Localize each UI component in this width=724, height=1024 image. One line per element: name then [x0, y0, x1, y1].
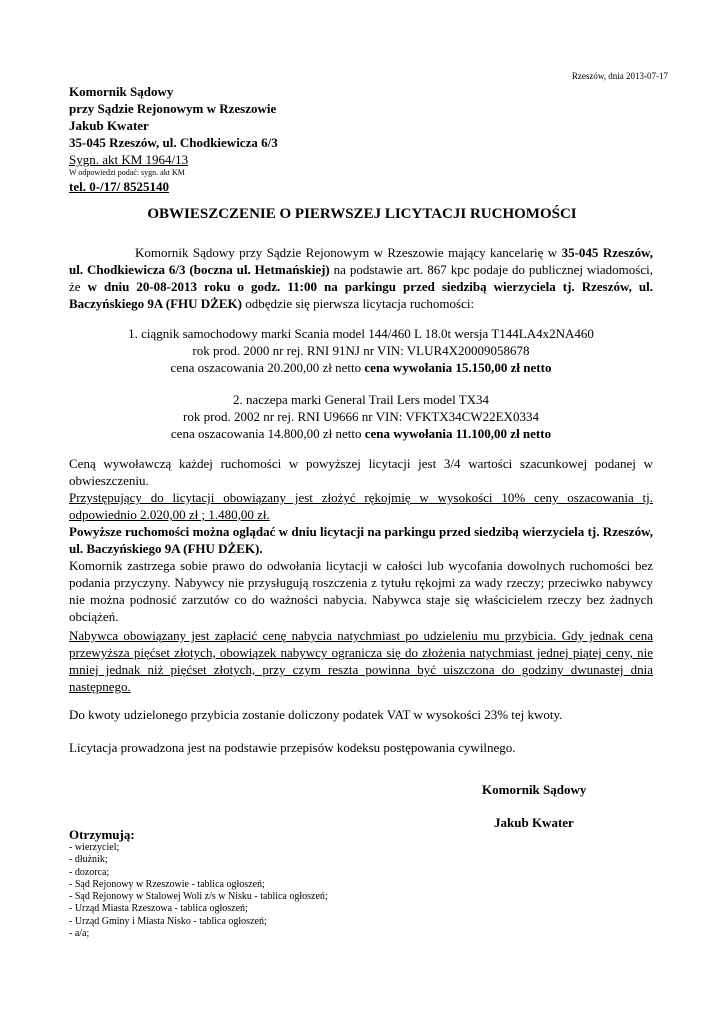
telephone: tel. 0-/17/ 8525140 — [69, 179, 170, 194]
inspection-paragraph: Powyższe ruchomości można oglądać w dniu licytacji na parkingu przed siedzibą wierzyciela tj. Rzeszów, ul. Baczyńskiego 9A (FHU DŻEK). — [69, 524, 653, 556]
list-item: - a/a; — [69, 928, 90, 940]
signature-role: Komornik Sądowy — [482, 782, 587, 797]
recipients-heading: Otrzymują: — [69, 827, 135, 842]
item-1-registration: rok prod. 2000 nr rej. RNI 91NJ nr VIN: VLUR4X20009058678 — [192, 343, 530, 358]
list-item: - Urząd Gminy i Miasta Nisko - tablica ogłoszeń; — [69, 915, 267, 927]
document-title: OBWIESZCZENIE O PIERWSZEJ LICYTACJI RUCHOMOŚCI — [147, 206, 577, 222]
letterhead-line-1: Komornik Sądowy — [69, 84, 174, 99]
item-2-valuation: cena oszacowania 14.800,00 zł netto — [170, 426, 365, 441]
letterhead-line-3: Jakub Kwater — [69, 118, 149, 133]
list-item: - dozorca; — [69, 866, 110, 878]
letterhead-address: 35-045 Rzeszów, ul. Chodkiewicza 6/3 — [69, 135, 278, 150]
document-date: Rzeszów, dnia 2013-07-17 — [571, 71, 668, 81]
list-item: - Sąd Rejonowy w Rzeszowie - tablica ogłoszeń; — [69, 878, 265, 890]
item-2-registration: rok prod. 2002 nr rej. RNI U9666 nr VIN: VFKTX34CW22EX0334 — [183, 409, 539, 424]
list-item: - dłużnik; — [69, 854, 108, 866]
intro-auction-date-place: w dniu 20-08-2013 roku o godz. 11:00 na parkingu przed siedzibą wierzyciela tj. Rzeszów, ul. Baczyńskiego 9A (FHU DŻEK) — [69, 279, 653, 311]
item-1-prices — [69, 359, 653, 376]
payment-paragraph: Nabywca obowiązany jest zapłacić cenę nabycia natychmiast po udzieleniu mu przybicia. Gdy jednak cena przewyższa pięćset złotych, obowiązek nabywcy ogranicza się do złożenia natychmiast jednej piątej ceny, nie mniej jednak niż pięćset złotych, przy czym reszta powinna być uiszczona do godziny dwunastej dnia następnego. — [69, 628, 653, 694]
intro-paragraph — [69, 244, 653, 312]
list-item: - Sąd Rejonowy w Stalowej Woli z/s w Nisku - tablica ogłoszeń; — [69, 891, 328, 903]
signature-name: Jakub Kwater — [494, 815, 574, 830]
list-item: - Urząd Miasta Rzeszowa - tablica ogłoszeń; — [69, 903, 248, 915]
intro-text-2: na podstawie art. 867 kpc podaje do publicznej wiadomości, że — [69, 262, 653, 294]
item-1-starting-price: cena wywołania 15.150,00 zł netto — [364, 360, 552, 375]
item-2-prices — [69, 425, 653, 442]
item-1-valuation: cena oszacowania 20.200,00 zł netto — [170, 360, 365, 375]
letterhead — [69, 83, 278, 195]
case-reference: Sygn. akt KM 1964/13 — [69, 152, 189, 167]
deposit-paragraph: Przystępujący do licytacji obowiązany jest złożyć rękojmię w wysokości 10% ceny oszacowania tj. odpowiednio 2.020,00 zł ; 1.480,00 zł. — [69, 490, 653, 522]
item-2-description: 2. naczepa marki General Trail Lers model TX34 — [232, 392, 490, 407]
item-1-description: 1. ciągnik samochodowy marki Scania model 144/460 L 18.0t wersja T144LA4x2NA460 — [128, 326, 594, 341]
vat-paragraph: Do kwoty udzielonego przybicia zostanie doliczony podatek VAT w wysokości 23% tej kwoty. — [69, 707, 563, 722]
recipients — [69, 828, 328, 940]
reservation-paragraph: Komornik zastrzega sobie prawo do odwołania licytacji w całości lub wycofania dowolnych ruchomości bez podania przyczyny. Nabywcy nie przysługują roszczenia z tytułu rękojmi za wady rzeczy; przeciwko nabywcy nie można podnosić zarzutów co do ważności nabycia. Nabywca staje się właścicielem rzeczy bez żadnych obciążeń. — [69, 558, 653, 624]
list-item: - wierzyciel; — [69, 842, 120, 853]
letterhead-line-2: przy Sądzie Rejonowym w Rzeszowie — [69, 101, 277, 116]
intro-text-3: odbędzie się pierwsza licytacja ruchomości: — [241, 296, 475, 311]
legal-basis-paragraph: Licytacja prowadzona jest na podstawie przepisów kodeksu postępowania cywilnego. — [69, 740, 516, 755]
starting-price-paragraph: Ceną wywoławczą każdej ruchomości w powyższej licytacji jest 3/4 wartości szacunkowej podanej w obwieszczeniu. — [69, 456, 653, 488]
auction-item-2 — [69, 391, 653, 442]
intro-text-1: Komornik Sądowy przy Sądzie Rejonowym w Rzeszowie mający kancelarię w — [135, 245, 562, 260]
item-2-starting-price: cena wywołania 11.100,00 zł netto — [364, 426, 552, 441]
auction-item-1 — [69, 325, 653, 376]
terms-block — [69, 455, 653, 625]
intro-address: 35-045 Rzeszów, ul. Chodkiewicza 6/3 (boczna ul. Hetmańskiej) — [69, 245, 653, 277]
reply-note: W odpowiedzi podać: sygn. akt KM — [69, 168, 185, 177]
